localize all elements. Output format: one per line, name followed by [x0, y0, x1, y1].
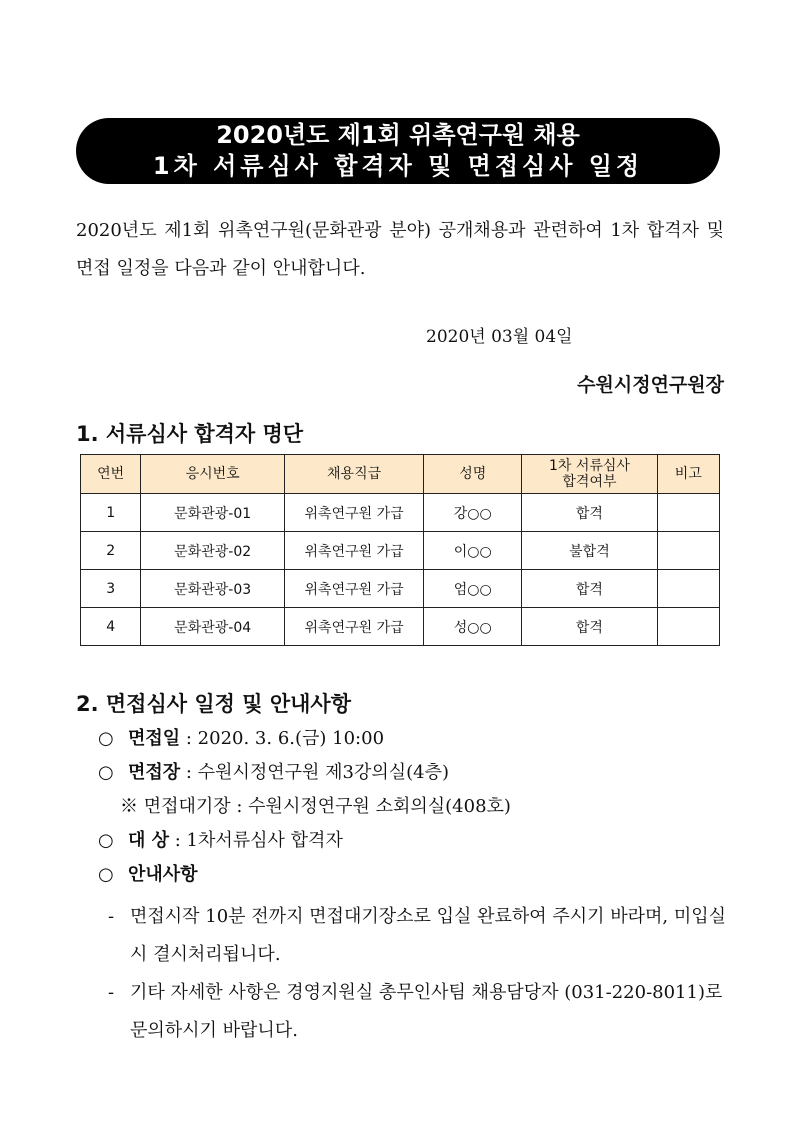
circle-bullet: ○: [98, 728, 114, 749]
circle-bullet: ○: [98, 830, 114, 851]
col-header-remarks: 비고: [657, 455, 719, 494]
cell-number: 4: [81, 608, 141, 646]
results-table: [80, 454, 720, 646]
col-header-name: 성명: [424, 455, 522, 494]
cell-remarks: [657, 608, 719, 646]
cell-position: 위촉연구원 가급: [284, 494, 423, 532]
circle-bullet: ○: [98, 864, 114, 885]
notice-line: [98, 860, 728, 894]
notice-bullet-text: 면접시작 10분 전까지 면접대기장소로 입실 완료하여 주시기 바라며, 미입실시 결시처리됩니다.: [130, 906, 727, 965]
table-row: [81, 494, 720, 532]
section1-heading: 1. 서류심사 합격자 명단: [76, 422, 304, 446]
table-header-row: [81, 455, 720, 494]
target-line: [98, 826, 728, 860]
title-banner: [76, 118, 720, 184]
dash-bullet: -: [108, 982, 115, 1003]
interview-date-value: : 2020. 3. 6.(금) 10:00: [180, 728, 385, 749]
circle-bullet: ○: [98, 762, 114, 783]
cell-remarks: [657, 570, 719, 608]
target-label: 대 상: [128, 830, 170, 851]
col-header-result-line2: 합격여부: [562, 474, 617, 490]
cell-remarks: [657, 532, 719, 570]
cell-result: 합격: [522, 494, 657, 532]
cell-name: 성○○: [424, 608, 522, 646]
col-header-position: 채용직급: [284, 455, 423, 494]
col-header-result: [522, 455, 657, 494]
section2-heading: 2. 면접심사 일정 및 안내사항: [76, 692, 351, 716]
dash-bullet: -: [108, 906, 115, 927]
notice-bullet-2: [98, 974, 728, 1050]
cell-position: 위촉연구원 가급: [284, 570, 423, 608]
interview-date-line: [98, 724, 728, 758]
table-row: [81, 532, 720, 570]
cell-remarks: [657, 494, 719, 532]
cell-position: 위촉연구원 가급: [284, 532, 423, 570]
cell-number: 2: [81, 532, 141, 570]
title-line-1: 2020년도 제1회 위촉연구원 채용: [216, 121, 580, 149]
cell-applicant-id: 문화관광-02: [141, 532, 285, 570]
intro-paragraph: 2020년도 제1회 위촉연구원(문화관광 분야) 공개채용과 관련하여 1차 합격자 및 면접 일정을 다음과 같이 안내합니다.: [76, 220, 724, 279]
cell-name: 이○○: [424, 532, 522, 570]
notice-label: 안내사항: [128, 864, 198, 885]
interview-place-value: : 수원시정연구원 제3강의실(4층): [180, 762, 450, 783]
table-row: [81, 570, 720, 608]
interview-place-line: [98, 758, 728, 792]
title-line-2: 1차 서류심사 합격자 및 면접심사 일정: [152, 152, 644, 180]
cell-result: 불합격: [522, 532, 657, 570]
target-value: : 1차서류심사 합격자: [169, 830, 343, 851]
cell-name: 엄○○: [424, 570, 522, 608]
schedule-list: [98, 724, 728, 1050]
interview-date-label: 면접일: [128, 728, 181, 749]
interview-place-label: 면접장: [128, 762, 181, 783]
notice-bullet-1: [98, 898, 728, 974]
cell-applicant-id: 문화관광-04: [141, 608, 285, 646]
document-date: 2020년 03월 04일: [426, 327, 573, 347]
cell-name: 강○○: [424, 494, 522, 532]
cell-result: 합격: [522, 570, 657, 608]
table-row: [81, 608, 720, 646]
cell-number: 3: [81, 570, 141, 608]
col-header-applicant-id: 응시번호: [141, 455, 285, 494]
col-header-result-line1: 1차 서류심사: [548, 458, 630, 474]
cell-applicant-id: 문화관광-01: [141, 494, 285, 532]
col-header-number: 연번: [81, 455, 141, 494]
notice-bullet-text: 기타 자세한 사항은 경영지원실 총무인사팀 채용담당자 (031-220-8011)로 문의하시기 바랍니다.: [130, 982, 723, 1041]
cell-position: 위촉연구원 가급: [284, 608, 423, 646]
cell-number: 1: [81, 494, 141, 532]
organization-name: 수원시정연구원장: [577, 374, 724, 396]
waiting-room-note: ※ 면접대기장 : 수원시정연구원 소회의실(408호): [120, 796, 511, 817]
cell-result: 합격: [522, 608, 657, 646]
cell-applicant-id: 문화관광-03: [141, 570, 285, 608]
